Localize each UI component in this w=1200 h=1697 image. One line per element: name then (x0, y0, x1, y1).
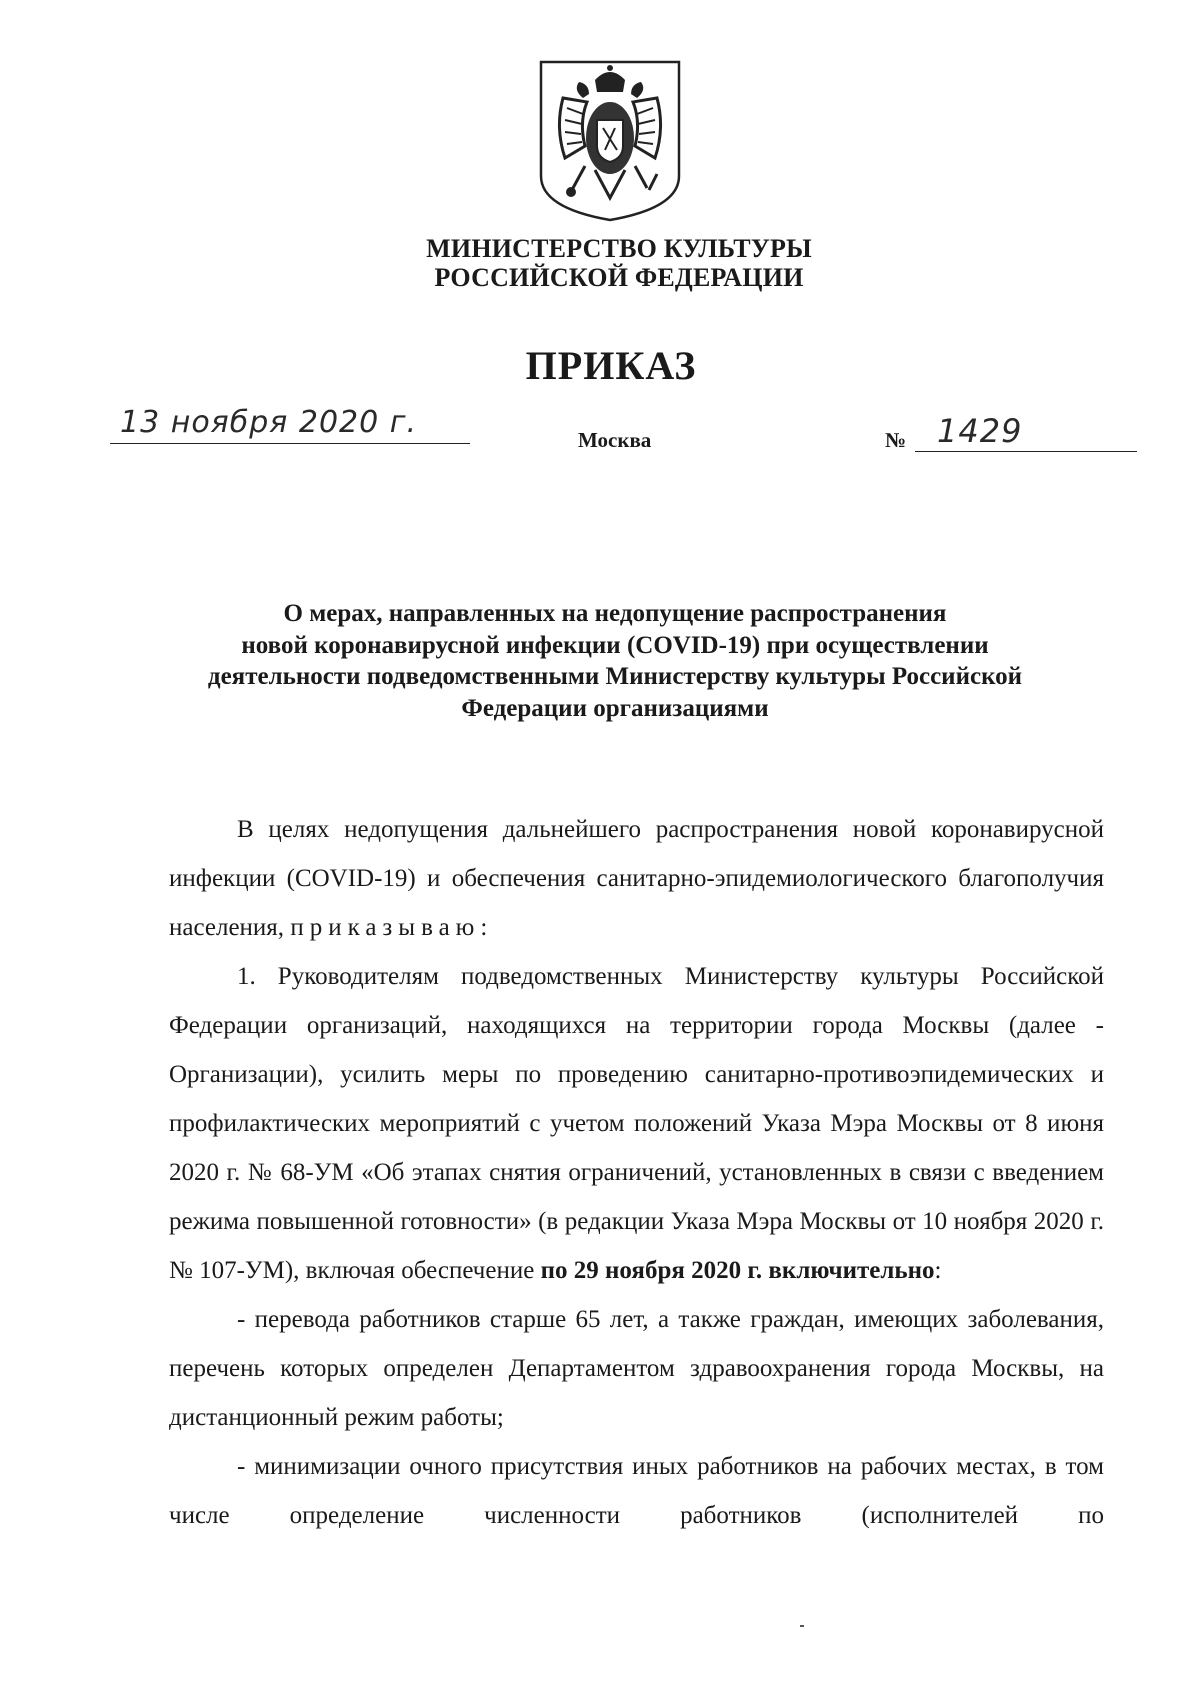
order-subject (150, 598, 1080, 724)
item-1-text: 1. Руководителям подведомственных Министерству культуры Российской Федерации организаций, находящихся на территории города Москвы (далее - Организации), усилить меры по проведению санитарно-противоэпидемических и профилактических мероприятий с учетом положений Указа Мэра Москвы от 8 июня 2020 г. № 68-УМ «Об этапах снятия ограничений, установленных в связи с введением режима повышенной готовности» (в редакции Указа Мэра Москвы от 10 ноября 2020 г. № 107-УМ), включая обеспечение (169, 963, 1104, 1284)
date-underline (110, 443, 470, 444)
preamble-paragraph (169, 805, 1104, 952)
order-word: приказываю: (290, 914, 494, 941)
date-field (110, 405, 480, 447)
scan-speck (800, 1625, 804, 1627)
item-1-paragraph (169, 952, 1104, 1295)
item-1-colon: : (934, 1257, 942, 1284)
city-label: Москва (578, 428, 652, 452)
subject-line-4: Федерации организациями (461, 694, 769, 722)
document-type-title: ПРИКАЗ (525, 343, 697, 388)
ministry-line-2: РОССИЙСКОЙ ФЕДЕРАЦИИ (434, 263, 804, 292)
bullet-2-paragraph: - минимизации очного присутствия иных работников на рабочих местах, в том числе определение численности работников (исполнителей по (169, 1453, 1104, 1529)
item-1-deadline: по 29 ноября 2020 г. включительно (540, 1257, 935, 1284)
number-sign: № (885, 428, 907, 452)
subject-line-1: О мерах, направленных на недопущение распространения (283, 600, 947, 627)
number-underline (915, 451, 1137, 452)
bullet-1-paragraph: - перевода работников старше 65 лет, а также граждан, имеющих заболевания, перечень которых определен Департаментом здравоохранения города Москвы, на дистанционный режим работы; (169, 1306, 1104, 1431)
handwritten-number: 1429 (937, 412, 1023, 450)
subject-line-3: деятельности подведомственными Министерству культуры Российской (207, 663, 1023, 690)
order-number-field (885, 412, 1145, 458)
coat-of-arms-icon (535, 58, 685, 223)
handwritten-date: 13 ноября 2020 г. (120, 405, 418, 440)
ministry-line-1: МИНИСТЕРСТВО КУЛЬТУРЫ (426, 234, 812, 263)
preamble-text: В целях недопущения дальнейшего распространения новой коронавирусной инфекции (COVID-19) и обеспечения санитарно-эпидемиологического благополучия населения, (169, 816, 1104, 941)
ministry-name (0, 234, 1200, 292)
subject-line-2: новой коронавирусной инфекции (COVID-19) при осуществлении (241, 631, 989, 659)
order-body (169, 805, 1104, 1540)
